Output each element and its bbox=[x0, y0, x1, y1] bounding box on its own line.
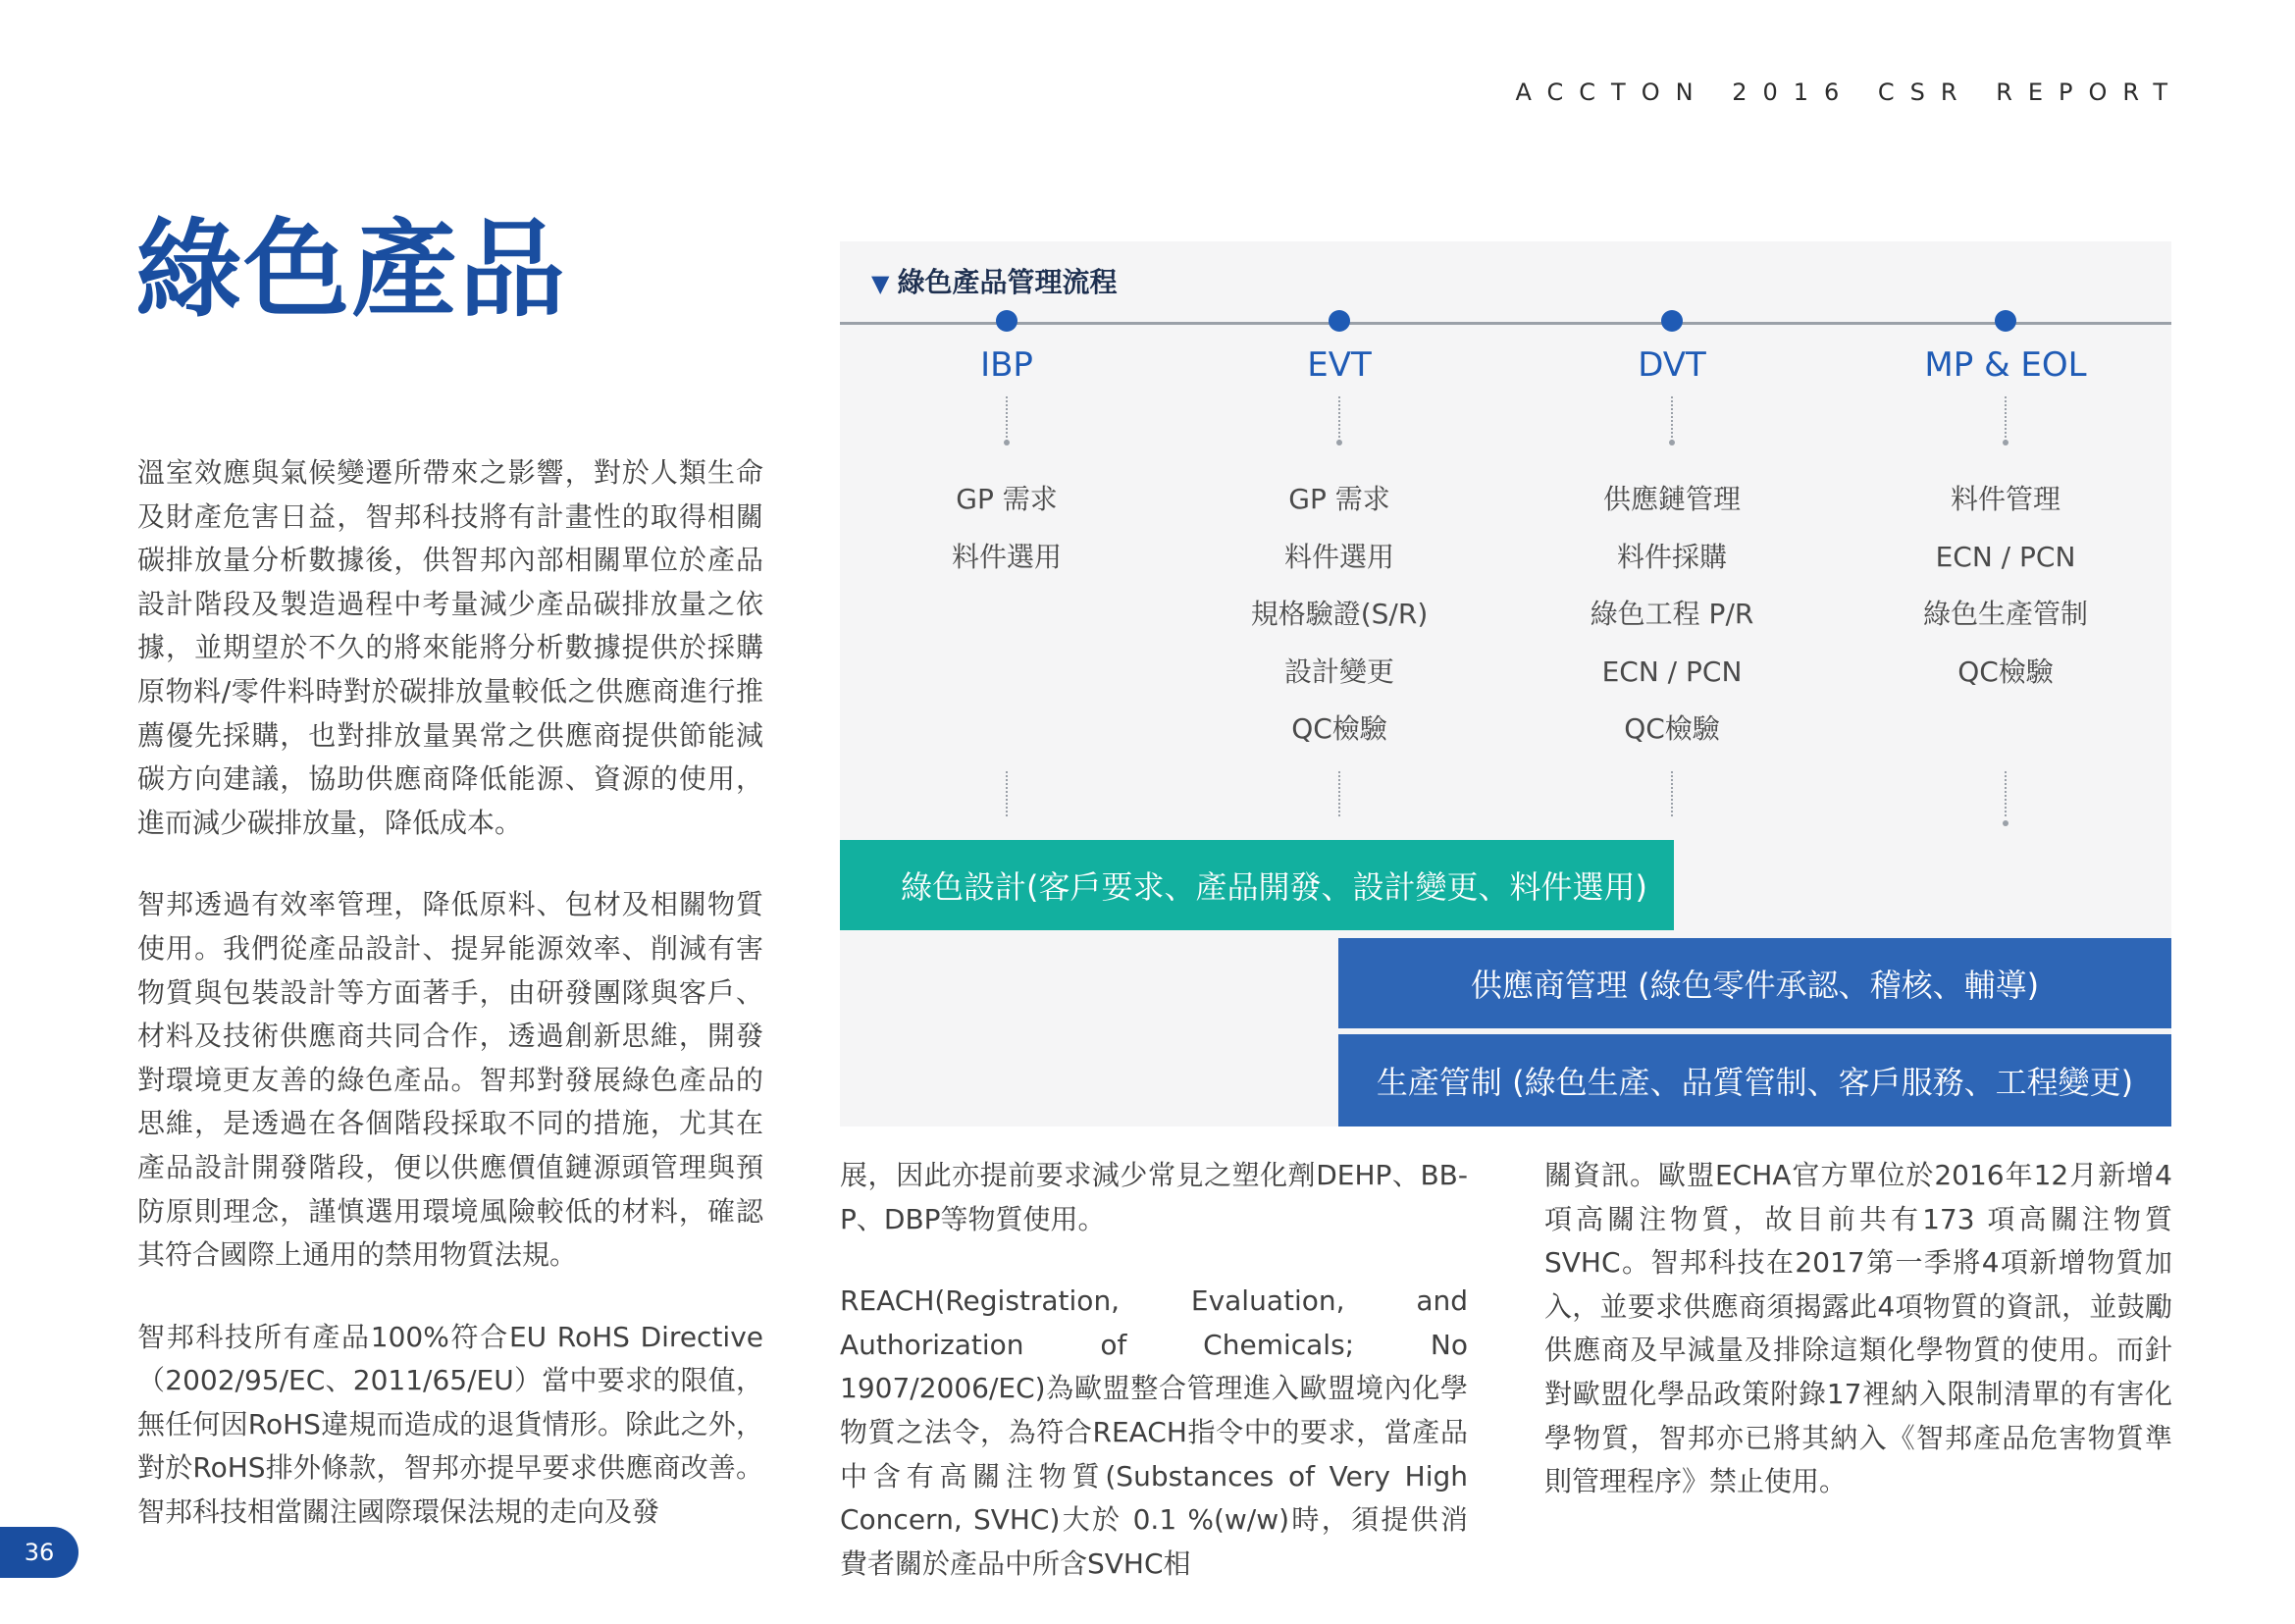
dotted-connector bbox=[1006, 771, 1008, 816]
stage-item: 料件選用 bbox=[1283, 540, 1394, 573]
stage-dvt bbox=[1505, 310, 1839, 759]
stage-item: 料件選用 bbox=[951, 540, 1062, 573]
stage-dot bbox=[1661, 310, 1683, 332]
page-number: 36 bbox=[0, 1527, 78, 1578]
stage-name: MP & EOL bbox=[1924, 345, 2087, 385]
paragraph: 展，因此亦提前要求減少常見之塑化劑DEHP、BB-P、DBP等物質使用。 bbox=[840, 1159, 1468, 1235]
stage-item: ECN / PCN bbox=[1935, 540, 2076, 573]
stage-name: EVT bbox=[1307, 345, 1372, 385]
stage-item: 料件管理 bbox=[1950, 483, 2060, 515]
middle-text-column bbox=[840, 1154, 1468, 1624]
stage-mp-eol bbox=[1839, 310, 2172, 701]
stage-dot bbox=[1329, 310, 1350, 332]
stage-item: QC檢驗 bbox=[1624, 712, 1720, 745]
connector-dot bbox=[1004, 440, 1010, 445]
report-header: ACCTON 2016 CSR REPORT bbox=[1515, 79, 2183, 106]
dotted-connector bbox=[1671, 396, 1673, 442]
stage-item: 供應鏈管理 bbox=[1602, 483, 1741, 515]
process-diagram bbox=[840, 241, 2171, 1126]
connector-dot bbox=[1336, 440, 1342, 445]
paragraph: 溫室效應與氣候變遷所帶來之影響，對於人類生命及財產危害日益，智邦科技將有計畫性的取得相關碳排放量分析數據後，供智邦內部相關單位於產品設計階段及製造過程中考量減少產品碳排放量之依據，並期望於不久的將來能將分析數據提供於採購原物料/零件料時對於碳排放量較低之供應商進行推薦優先採購，也對排放量異常之供應商提供節能減碳方向建議，協助供應商降低能源、資源的使用，進而減少碳排放量，降低成本。 bbox=[137, 456, 763, 839]
dotted-connector bbox=[2005, 396, 2007, 442]
left-text-column bbox=[137, 451, 763, 1573]
supplier-management-bar: 供應商管理 (綠色零件承認、稽核、輔導) bbox=[1338, 938, 2171, 1028]
stage-item: 規格驗證(S/R) bbox=[1250, 598, 1429, 630]
stage-item: 設計變更 bbox=[1283, 655, 1394, 688]
diagram-title-text: 綠色產品管理流程 bbox=[897, 266, 1118, 298]
stage-name: DVT bbox=[1638, 345, 1706, 385]
connector-dot bbox=[2003, 440, 2008, 445]
dotted-connector bbox=[1338, 771, 1340, 816]
stage-item: GP 需求 bbox=[1288, 483, 1390, 515]
stage-item: 綠色生產管制 bbox=[1922, 598, 2088, 630]
stage-item: GP 需求 bbox=[956, 483, 1058, 515]
paragraph: REACH(Registration, Evaluation, and Authorization of Chemicals; No 1907/2006/EC)為歐盟整合管理進入歐盟境內化學物質之法令，為符合REACH指令中的要求，當產品中含有高關注物質(Substances of Very High Concern, SVHC)大於 0.1 %(w/w)時，須提供消費者關於產品中所含SVHC相 bbox=[840, 1284, 1468, 1580]
right-text-column bbox=[1544, 1154, 2172, 1504]
page-title: 綠色產品 bbox=[135, 209, 568, 332]
dotted-connector bbox=[1006, 396, 1008, 442]
stage-item: ECN / PCN bbox=[1601, 655, 1743, 688]
green-design-bar: 綠色設計(客戶要求、產品開發、設計變更、料件選用) bbox=[840, 840, 1674, 930]
stage-evt bbox=[1173, 310, 1506, 759]
production-control-bar: 生產管制 (綠色生產、品質管制、客戶服務、工程變更) bbox=[1338, 1034, 2171, 1126]
connector-dot bbox=[2003, 820, 2008, 826]
paragraph: 智邦透過有效率管理，降低原料、包材及相關物質使用。我們從產品設計、提昇能源效率、削減有害物質與包裝設計等方面著手，由研發團隊與客戶、材料及技術供應商共同合作，透過創新思維，開發對環境更友善的綠色產品。智邦對發展綠色產品的思維，是透過在各個階段採取不同的措施，尤其在產品設計開發階段，便以供應價值鏈源頭管理與預防原則理念，謹慎選用環境風險較低的材料，確認其符合國際上通用的禁用物質法規。 bbox=[137, 888, 763, 1272]
dotted-connector bbox=[1338, 396, 1340, 442]
connector-dot bbox=[1669, 440, 1675, 445]
stage-dot bbox=[1995, 310, 2016, 332]
stage-item: QC檢驗 bbox=[1957, 655, 2054, 688]
stage-item: 綠色工程 P/R bbox=[1590, 598, 1754, 630]
paragraph: 智邦科技所有產品100%符合EU RoHS Directive（2002/95/EC、2011/65/EU）當中要求的限值，無任何因RoHS違規而造成的退貨情形。除此之外，對於RoHS排外條款，智邦亦提早要求供應商改善。智邦科技相當關注國際環保法規的走向及發 bbox=[137, 1320, 763, 1529]
stage-dot bbox=[996, 310, 1017, 332]
paragraph: 關資訊。歐盟ECHA官方單位於2016年12月新增4項高關注物質，故目前共有173 項高關注物質SVHC。智邦科技在2017第一季將4項新增物質加入，並要求供應商須揭露此4項物質的資訊，並鼓勵供應商及早減量及排除這類化學物質的使用。而針對歐盟化學品政策附錄17裡納入限制清單的有害化學物質，智邦亦已將其納入《智邦產品危害物質準則管理程序》禁止使用。 bbox=[1544, 1159, 2172, 1498]
dotted-connector bbox=[2005, 771, 2007, 816]
stage-item: 料件採購 bbox=[1616, 540, 1727, 573]
stage-ibp bbox=[840, 310, 1174, 586]
stage-item: QC檢驗 bbox=[1291, 712, 1387, 745]
stage-name: IBP bbox=[980, 345, 1033, 385]
dotted-connector bbox=[1671, 771, 1673, 816]
triangle-down-icon: ▼ bbox=[871, 270, 890, 297]
diagram-title bbox=[871, 261, 1117, 300]
